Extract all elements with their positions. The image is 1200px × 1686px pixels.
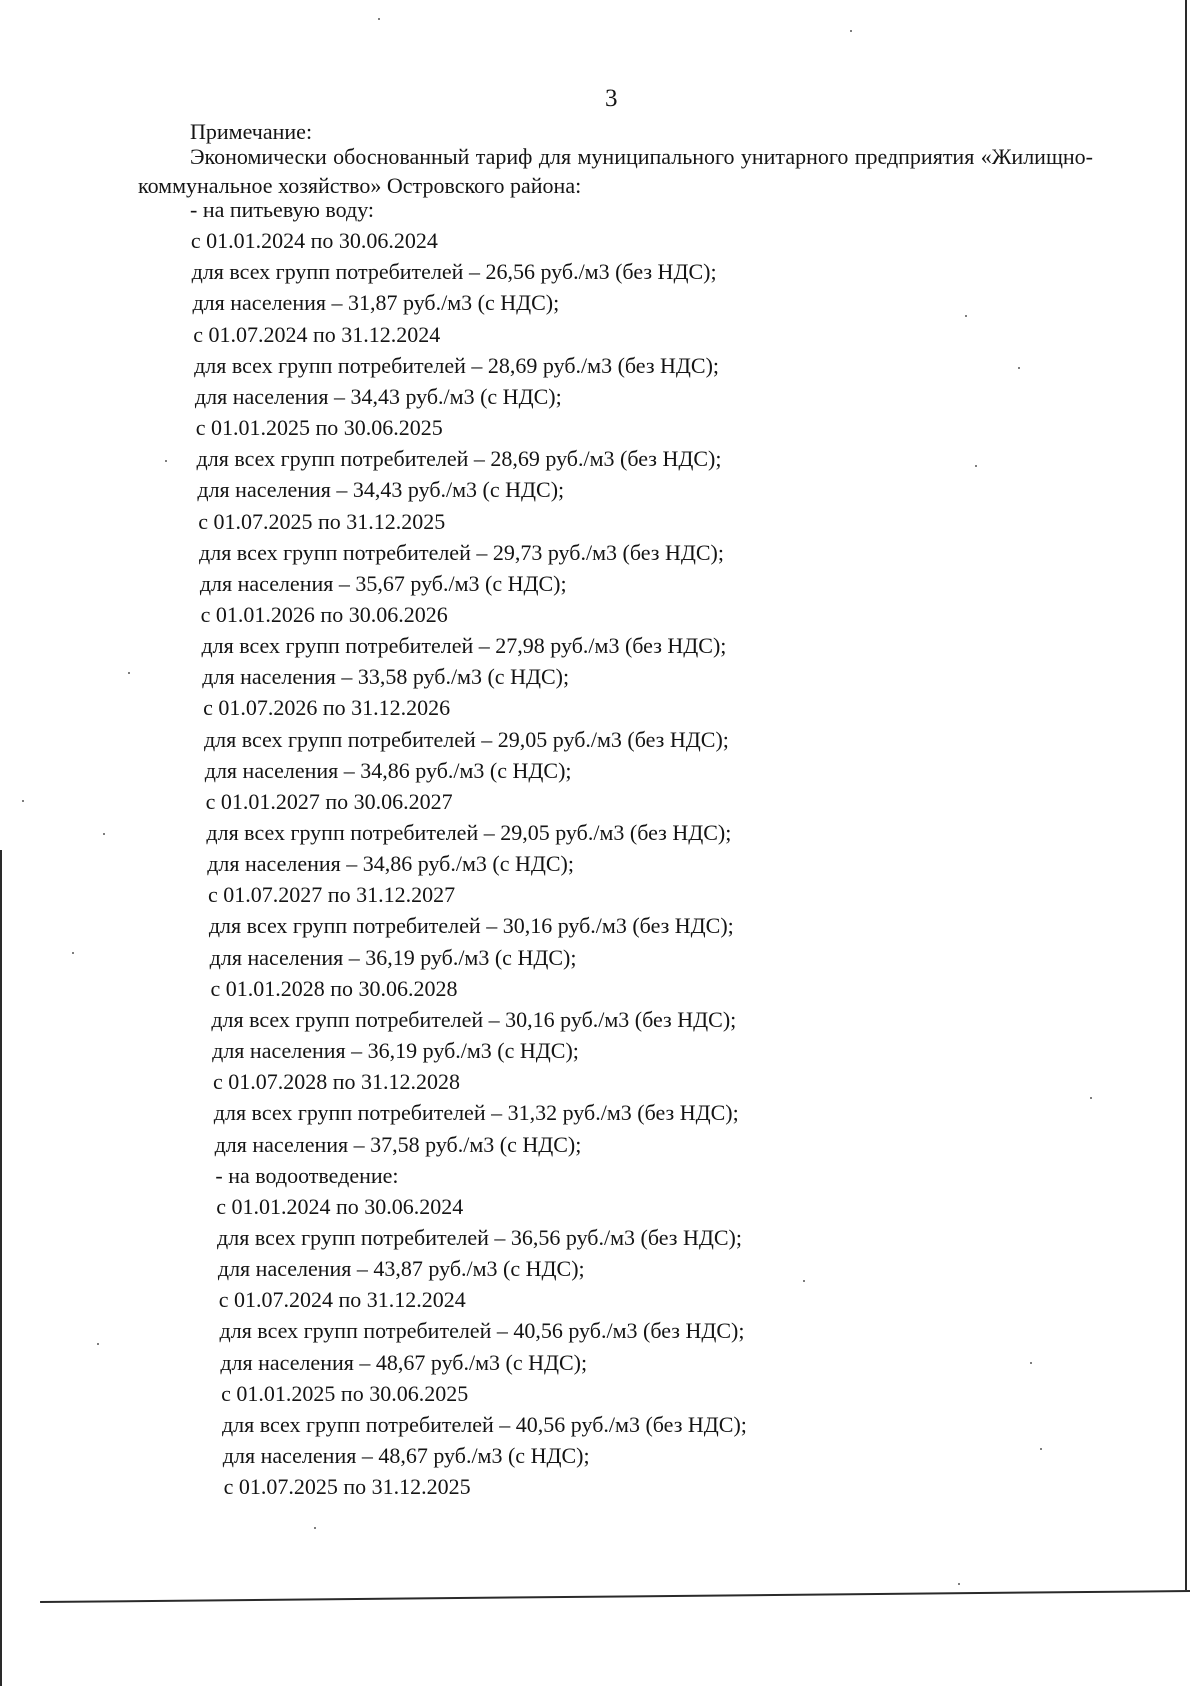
list-line: для всех групп потребителей – 28,69 руб./м3 (без НДС);	[196, 446, 722, 472]
list-line: с 01.01.2027 по 30.06.2027	[205, 788, 453, 814]
list-line: для всех групп потребителей – 30,16 руб./м3 (без НДС);	[208, 913, 734, 939]
list-line: с 01.07.2028 по 31.12.2028	[212, 1069, 460, 1095]
list-line: для населения – 37,58 руб./м3 (с НДС);	[214, 1131, 582, 1157]
list-line: для всех групп потребителей – 36,56 руб./м3 (без НДС);	[217, 1224, 742, 1250]
list-line: для населения – 35,67 руб./м3 (с НДС);	[199, 570, 567, 596]
list-line: для населения – 34,43 руб./м3 (с НДС);	[194, 383, 562, 409]
list-line: с 01.07.2024 по 31.12.2024	[218, 1287, 466, 1313]
list-line: для населения – 36,19 руб./м3 (с НДС);	[212, 1038, 579, 1064]
list-line: для населения – 33,58 руб./м3 (с НДС);	[202, 664, 570, 690]
intro-paragraph: Экономически обоснованный тариф для муниципального унитарного предприятия «Жилищно-коммунальное хозяйство» Островского района:	[138, 144, 1093, 198]
list-line: с 01.01.2026 по 30.06.2026	[200, 601, 448, 627]
list-line: для всех групп потребителей – 29,05 руб./м3 (без НДС);	[203, 726, 729, 752]
list-line: - на питьевую воду:	[190, 197, 375, 222]
list-line: с 01.07.2024 по 31.12.2024	[193, 321, 441, 347]
list-line: для всех групп потребителей – 26,56 руб./м3 (без НДС);	[191, 259, 717, 285]
list-line: для населения – 36,19 руб./м3 (с НДС);	[209, 944, 577, 970]
list-line: для всех групп потребителей – 40,56 руб./м3 (без НДС);	[221, 1411, 747, 1437]
list-line: с 01.01.2024 по 30.06.2024	[190, 228, 438, 254]
note-heading: Примечание:	[190, 119, 313, 144]
list-line: для всех групп потребителей – 29,05 руб./м3 (без НДС);	[206, 820, 732, 845]
list-line: с 01.01.2025 по 30.06.2025	[221, 1380, 469, 1406]
list-line: для населения – 34,86 руб./м3 (с НДС);	[204, 757, 572, 783]
list-line: для всех групп потребителей – 28,69 руб./м3 (без НДС);	[194, 352, 720, 378]
list-line: для всех групп потребителей – 29,73 руб./м3 (без НДС);	[199, 539, 724, 565]
list-line: для населения – 43,87 руб./м3 (с НДС);	[217, 1256, 585, 1282]
list-line: для всех групп потребителей – 27,98 руб./м3 (без НДС);	[201, 633, 727, 659]
list-line: для всех групп потребителей – 31,32 руб./м3 (без НДС);	[213, 1100, 739, 1126]
list-line: с 01.07.2025 по 31.12.2025	[223, 1474, 471, 1500]
list-line: с 01.07.2027 по 31.12.2027	[208, 882, 456, 908]
list-line: для населения – 34,86 руб./м3 (с НДС);	[207, 851, 574, 877]
list-line: с 01.01.2025 по 30.06.2025	[195, 415, 443, 441]
list-line: с 01.07.2026 по 31.12.2026	[203, 695, 451, 721]
list-line: для населения – 48,67 руб./м3 (с НДС);	[222, 1443, 590, 1468]
list-line: с 01.01.2024 по 30.06.2024	[216, 1193, 464, 1219]
list-line: для населения – 34,43 руб./м3 (с НДС);	[197, 477, 565, 503]
list-line: для населения – 31,87 руб./м3 (с НДС);	[192, 290, 560, 316]
list-line: для всех групп потребителей – 30,16 руб./м3 (без НДС);	[211, 1006, 737, 1032]
page-number: 3	[605, 85, 618, 112]
list-line: с 01.01.2028 по 30.06.2028	[210, 975, 458, 1001]
list-line: для всех групп потребителей – 40,56 руб./м3 (без НДС);	[219, 1318, 745, 1344]
list-line: - на водоотведение:	[215, 1162, 399, 1188]
list-line: с 01.07.2025 по 31.12.2025	[198, 508, 446, 534]
list-line: для населения – 48,67 руб./м3 (с НДС);	[220, 1349, 588, 1375]
